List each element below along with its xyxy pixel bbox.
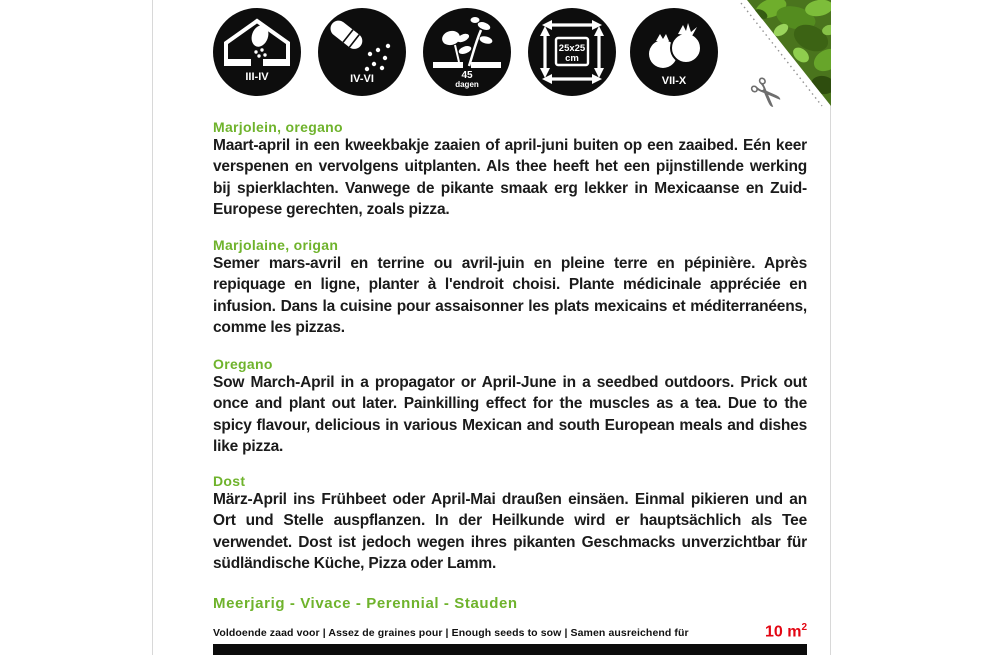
section-heading-en: Oregano xyxy=(213,356,273,372)
germination-days-unit: dagen xyxy=(455,80,479,89)
spacing-unit: cm xyxy=(565,53,579,64)
section-heading-nl: Marjolein, oregano xyxy=(213,119,343,135)
harvest-period: VII-X xyxy=(661,75,687,87)
sow-indoors-period: III-IV xyxy=(245,71,269,83)
section-nl xyxy=(213,119,807,220)
scissors-icon: ✂ xyxy=(737,66,793,122)
spacing-value: 25x25 xyxy=(558,43,586,54)
section-body-fr: Semer mars-avril en terrine ou avril-juin en pleine terre en pépinière. Après repiquage en ligne, planter à l'endroit choisi. Plante médicinale appréciée en infusion. Dans la cuisine pour assaisonner les plats mexicains et méditerranéens, comme les pizzas. xyxy=(213,255,807,336)
section-fr xyxy=(213,237,807,338)
spacing-icon xyxy=(528,8,616,96)
section-de xyxy=(213,473,807,574)
label-left-edge xyxy=(152,0,153,655)
section-body-en: Sow March-April in a propagator or April-June in a seedbed outdoors. Prick out once and plant out later. Painkilling effect for the muscles as a tea. Due to the spicy flavour, delicious in various Mexican and south European meals and dishes like pizza. xyxy=(213,374,807,455)
sow-indoors-icon xyxy=(213,8,301,96)
sow-outdoors-icon xyxy=(318,8,406,96)
seeds-info-text: Voldoende zaad voor | Assez de graines pour | Enough seeds to sow | Samen ausreichend für xyxy=(213,627,689,640)
germination-days-value: 45 xyxy=(461,70,473,81)
perennial-line: Meerjarig - Vivace - Perennial - Stauden xyxy=(213,595,518,612)
coverage-area: 10 $m^2$ xyxy=(764,622,807,641)
sow-outdoors-period: IV-VI xyxy=(350,73,374,85)
coverage-superscript: 2 xyxy=(801,622,807,633)
section-heading-de: Dost xyxy=(213,473,246,489)
bottom-black-bar xyxy=(213,644,807,655)
germination-icon xyxy=(423,8,511,96)
section-body-de: März-April ins Frühbeet oder April-Mai draußen einsäen. Einmal pikieren und an Ort und Stelle auspflanzen. In der Heilkunde wird er hauptsächlich als Tee verwendet. Dost ist jedoch wegen ihres pikanten Geschmacks unverzichtbar für südländische Küche, Pizza oder Lamm. xyxy=(213,491,807,572)
section-en xyxy=(213,356,807,457)
section-body-nl: Maart-april in een kweekbakje zaaien of april-juni buiten op een zaaibed. Eén keer verspenen en vervolgens uitplanten. Als thee heeft het een pijnstillende werking bij spierklachten. Vanwege de pikante smaak erg lekker in Mexicaanse en Zuid-Europese gerechten, zoals pizza. xyxy=(213,137,807,218)
section-heading-fr: Marjolaine, origan xyxy=(213,237,339,253)
seeds-info-row xyxy=(213,622,807,641)
